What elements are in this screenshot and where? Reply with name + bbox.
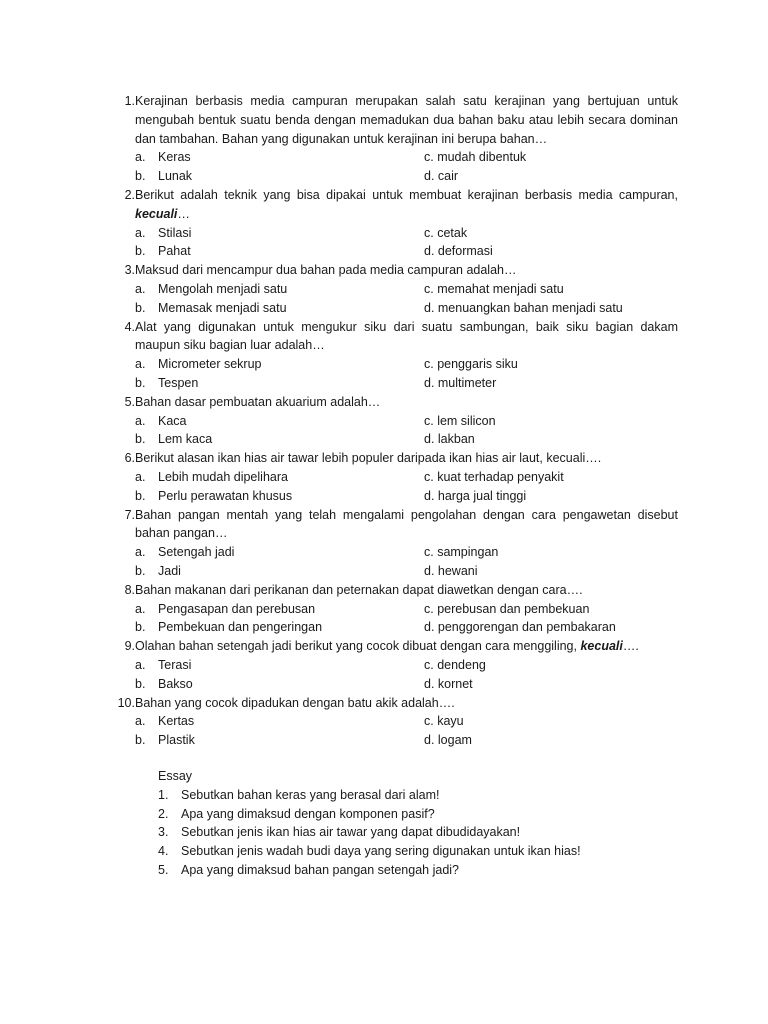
option-d: d. logam	[424, 733, 472, 748]
question-text: Bahan makanan dari perikanan dan peternakan dapat diawetkan dengan cara….	[135, 582, 583, 597]
question-5	[108, 393, 678, 412]
options-row-ac	[108, 656, 678, 675]
option-c: c. cetak	[424, 225, 468, 240]
question-text: Bahan dasar pembuatan akuarium adalah…	[135, 394, 381, 409]
option-c: c. dendeng	[424, 657, 486, 672]
options-row-bd	[108, 242, 678, 261]
question-3	[108, 261, 678, 280]
options-row-bd	[108, 487, 678, 506]
question-4	[108, 318, 678, 356]
essay-item-3: 3. Sebutkan jenis ikan hias air tawar yang dapat dibudidayakan!	[158, 825, 521, 840]
option-b: b. Lunak	[135, 169, 193, 184]
options-row-ac	[108, 712, 678, 731]
options-row-bd	[108, 675, 678, 694]
option-b: b. Lem kaca	[135, 432, 213, 447]
essay-section	[158, 767, 678, 880]
options-row-bd	[108, 374, 678, 393]
options-row-bd	[108, 618, 678, 637]
option-c: c. mudah dibentuk	[424, 150, 527, 165]
option-d: d. deformasi	[424, 244, 493, 259]
options-row-ac	[108, 224, 678, 243]
option-d: d. lakban	[424, 432, 475, 447]
options-row-ac	[108, 543, 678, 562]
question-2	[108, 186, 678, 224]
question-7	[108, 506, 678, 544]
option-a: a. Kertas	[135, 714, 195, 729]
options-row-ac	[108, 412, 678, 431]
question-number: 5.	[124, 394, 135, 409]
option-a: a. Micrometer sekrup	[135, 357, 262, 372]
question-number: 9.	[124, 639, 135, 654]
question-text: Bahan yang cocok dipadukan dengan batu akik adalah….	[135, 695, 455, 710]
option-c: c. memahat menjadi satu	[424, 281, 564, 296]
options-row-ac	[108, 468, 678, 487]
essay-item-5: 5. Apa yang dimaksud bahan pangan setengah jadi?	[158, 862, 459, 877]
option-b: b. Memasak menjadi satu	[135, 300, 287, 315]
question-8	[108, 581, 678, 600]
option-c: c. penggaris siku	[424, 357, 518, 372]
question-text: Berikut alasan ikan hias air tawar lebih populer daripada ikan hias air laut, kecuali….	[135, 451, 602, 466]
option-a: a. Pengasapan dan perebusan	[135, 601, 316, 616]
option-a: a. Kaca	[135, 413, 187, 428]
option-c: c. kuat terhadap penyakit	[424, 469, 564, 484]
option-c: c. sampingan	[424, 545, 499, 560]
option-c: c. lem silicon	[424, 413, 496, 428]
question-1	[108, 92, 678, 148]
option-c: c. perebusan dan pembekuan	[424, 601, 590, 616]
question-10	[108, 694, 678, 713]
option-d: d. multimeter	[424, 375, 497, 390]
question-9	[108, 637, 678, 656]
essay-item-4: 4. Sebutkan jenis wadah budi daya yang sering digunakan untuk ikan hias!	[158, 844, 581, 859]
options-row-ac	[108, 148, 678, 167]
options-row-ac	[108, 600, 678, 619]
question-number: 2.	[124, 187, 135, 202]
option-a: a. Mengolah menjadi satu	[135, 281, 288, 296]
question-text: Kerajinan berbasis media campuran merupakan salah satu kerajinan yang bertujuan untuk mengubah bentuk suatu benda dengan memadukan dua bahan baku atau lebih secara dominan dan tambahan. Bahan yang digunakan untuk kerajinan ini berupa bahan…	[135, 94, 678, 146]
question-text: Alat yang digunakan untuk mengukur siku dari suatu sambungan, baik siku bagian dakam maupun siku bagian luar adalah…	[135, 319, 678, 353]
option-d: d. menuangkan bahan menjadi satu	[424, 300, 623, 315]
emphasis-word: kecuali	[580, 639, 623, 654]
question-text: Bahan pangan mentah yang telah mengalami pengolahan dengan cara pengawetan disebut bahan pangan…	[135, 507, 678, 541]
essay-title: Essay	[158, 769, 193, 783]
question-number: 4.	[124, 319, 135, 334]
option-b: b. Plastik	[135, 733, 195, 748]
option-d: d. harga jual tinggi	[424, 488, 527, 503]
question-number: 3.	[124, 263, 135, 278]
question-6	[108, 449, 678, 468]
options-row-ac	[108, 280, 678, 299]
essay-item-1: 1. Sebutkan bahan keras yang berasal dari alam!	[158, 787, 440, 802]
question-number: 6.	[124, 451, 135, 466]
option-a: a. Setengah jadi	[135, 545, 235, 560]
question-text: Olahan bahan setengah jadi berikut yang cocok dibuat dengan cara menggiling, kecuali….	[135, 639, 639, 654]
essay-item-2: 2. Apa yang dimaksud dengan komponen pasif?	[158, 806, 435, 821]
question-text: Berikut adalah teknik yang bisa dipakai untuk membuat kerajinan berbasis media campuran, kecuali…	[135, 187, 678, 221]
option-a: a. Terasi	[135, 657, 192, 672]
option-b: b. Pahat	[135, 244, 191, 259]
options-row-ac	[108, 355, 678, 374]
option-a: a. Keras	[135, 150, 191, 165]
multiple-choice-section	[108, 92, 678, 750]
option-d: d. hewani	[424, 563, 478, 578]
option-a: a. Stilasi	[135, 225, 192, 240]
option-b: b. Tespen	[135, 375, 199, 390]
option-b: b. Perlu perawatan khusus	[135, 488, 293, 503]
option-d: d. kornet	[424, 676, 473, 691]
emphasis-word: kecuali	[135, 206, 178, 221]
question-text: Maksud dari mencampur dua bahan pada media campuran adalah…	[135, 263, 517, 278]
option-b: b. Pembekuan dan pengeringan	[135, 620, 323, 635]
question-number: 7.	[124, 507, 135, 522]
options-row-bd	[108, 731, 678, 750]
option-b: b. Jadi	[135, 563, 181, 578]
options-row-bd	[108, 299, 678, 318]
question-number: 10.	[117, 695, 135, 710]
options-row-bd	[108, 562, 678, 581]
options-row-bd	[108, 430, 678, 449]
options-row-bd	[108, 167, 678, 186]
question-number: 8.	[124, 582, 135, 597]
option-b: b. Bakso	[135, 676, 193, 691]
option-c: c. kayu	[424, 714, 464, 729]
option-a: a. Lebih mudah dipelihara	[135, 469, 288, 484]
option-d: d. cair	[424, 169, 459, 184]
option-d: d. penggorengan dan pembakaran	[424, 620, 616, 635]
question-number: 1.	[124, 94, 135, 108]
